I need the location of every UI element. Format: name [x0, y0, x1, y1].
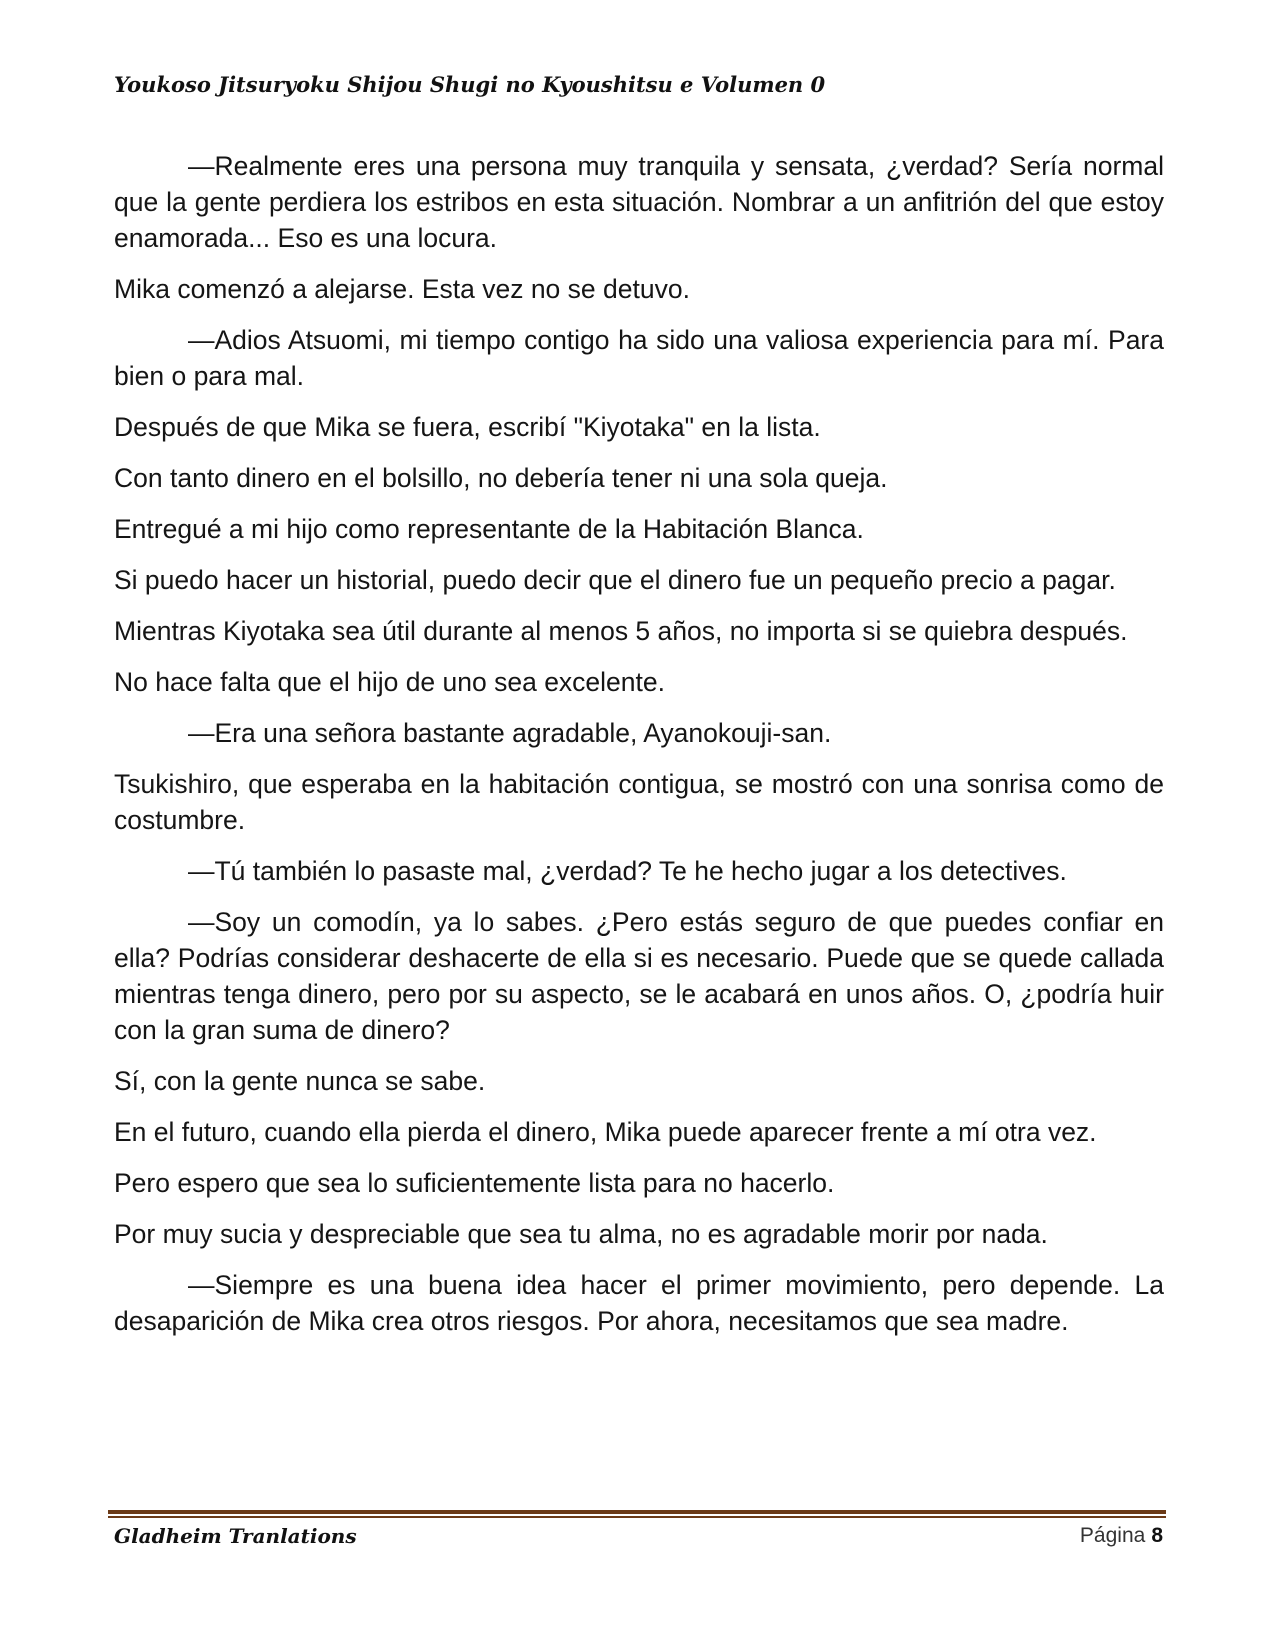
paragraph: Pero espero que sea lo suficientemente lista para no hacerlo. — [114, 1168, 835, 1198]
footer-rule-thin — [108, 1516, 1166, 1518]
paragraph: Tsukishiro, que esperaba en la habitación contigua, se mostró con una sonrisa como de costumbre. — [114, 769, 1164, 835]
paragraph: —Realmente eres una persona muy tranquila y sensata, ¿verdad? Sería normal que la gente perdiera los estribos en esta situación. Nombrar a un anfitrión del que estoy enamorada... Eso es una locura. — [114, 151, 1164, 253]
paragraph: Por muy sucia y despreciable que sea tu alma, no es agradable morir por nada. — [114, 1219, 1048, 1249]
paragraph: —Soy un comodín, ya lo sabes. ¿Pero estás seguro de que puedes confiar en ella? Podrías considerar deshacerte de ella si es necesario. Puede que se quede callada mientras tenga dinero, pero por su aspecto, se le acabará en unos años. O, ¿podría huir con la gran suma de dinero? — [114, 907, 1164, 1045]
page-body — [114, 148, 1164, 1354]
paragraph: No hace falta que el hijo de uno sea excelente. — [114, 667, 666, 697]
paragraph: Después de que Mika se fuera, escribí "Kiyotaka" en la lista. — [114, 412, 821, 442]
page-number-block — [1080, 1524, 1163, 1548]
footer-rule-thick — [108, 1510, 1166, 1514]
page-number: 8 — [1151, 1524, 1163, 1547]
paragraph: Si puedo hacer un historial, puedo decir que el dinero fue un pequeño precio a pagar. — [114, 565, 1116, 595]
paragraph: Sí, con la gente nunca se sabe. — [114, 1066, 486, 1096]
footer-credit: Gladheim Tranlations — [114, 1524, 357, 1548]
paragraph: —Siempre es una buena idea hacer el primer movimiento, pero depende. La desaparición de Mika crea otros riesgos. Por ahora, necesitamos que sea madre. — [114, 1270, 1164, 1336]
paragraph: Mika comenzó a alejarse. Esta vez no se detuvo. — [114, 274, 690, 304]
paragraph: Con tanto dinero en el bolsillo, no debería tener ni una sola queja. — [114, 463, 888, 493]
paragraph: —Era una señora bastante agradable, Ayanokouji-san. — [188, 718, 832, 748]
paragraph: Entregué a mi hijo como representante de la Habitación Blanca. — [114, 514, 864, 544]
page-label: Página — [1079, 1524, 1146, 1547]
paragraph: Mientras Kiyotaka sea útil durante al menos 5 años, no importa si se quiebra después. — [114, 616, 1128, 646]
paragraph: —Adios Atsuomi, mi tiempo contigo ha sido una valiosa experiencia para mí. Para bien o para mal. — [114, 325, 1164, 391]
paragraph: En el futuro, cuando ella pierda el dinero, Mika puede aparecer frente a mí otra vez. — [114, 1117, 1097, 1147]
paragraph: —Tú también lo pasaste mal, ¿verdad? Te he hecho jugar a los detectives. — [188, 856, 1067, 886]
running-header: Youkoso Jitsuryoku Shijou Shugi no Kyoushitsu e Volumen 0 — [114, 72, 826, 97]
